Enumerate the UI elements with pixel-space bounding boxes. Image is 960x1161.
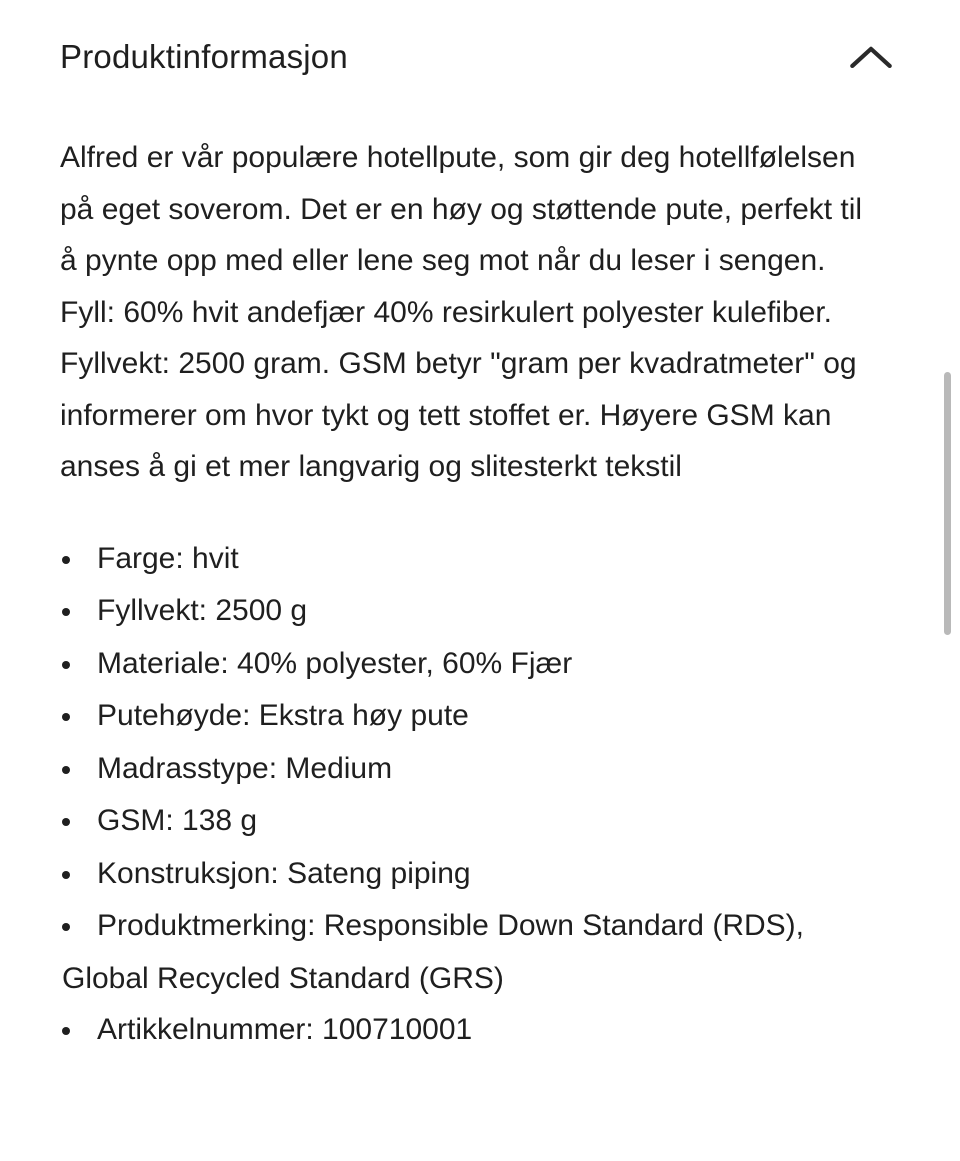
spec-list xyxy=(60,533,860,1057)
spec-item-farge: • Farge: hvit xyxy=(60,533,860,586)
spec-item-gsm: • GSM: 138 g xyxy=(60,795,860,848)
spec-item-putehoyde: • Putehøyde: Ekstra høy pute xyxy=(60,690,860,743)
scrollbar-thumb[interactable] xyxy=(944,372,951,635)
spec-item-fyllvekt: • Fyllvekt: 2500 g xyxy=(60,585,860,638)
accordion-header[interactable] xyxy=(60,30,902,76)
product-description: Alfred er vår populære hotellpute, som gir deg hotellfølelsen på eget soverom. Det er en høy og støttende pute, perfekt til å pynte opp med eller lene seg mot når du leser i sengen. Fyll: 60% hvit andefjær 40% resirkulert polyester kulefiber. Fyllvekt: 2500 gram. GSM betyr "gram per kvadratmeter" og informerer om hvor tykt og tett stoffet er. Høyere GSM kan anses å gi et mer langvarig og slitesterkt tekstil xyxy=(60,141,863,483)
chevron-up-icon[interactable] xyxy=(848,44,894,70)
spec-item-madrasstype: • Madrasstype: Medium xyxy=(60,743,860,796)
spec-item-artikkelnummer: • Artikkelnummer: 100710001 xyxy=(60,1004,860,1057)
section-title: Produktinformasjon xyxy=(60,38,348,75)
spec-item-konstruksjon: • Konstruksjon: Sateng piping xyxy=(60,848,860,901)
spec-item-produktmerking: • Produktmerking: Responsible Down Standard (RDS), Global Recycled Standard (GRS) xyxy=(60,900,860,1004)
spec-item-materiale: • Materiale: 40% polyester, 60% Fjær xyxy=(60,638,860,691)
